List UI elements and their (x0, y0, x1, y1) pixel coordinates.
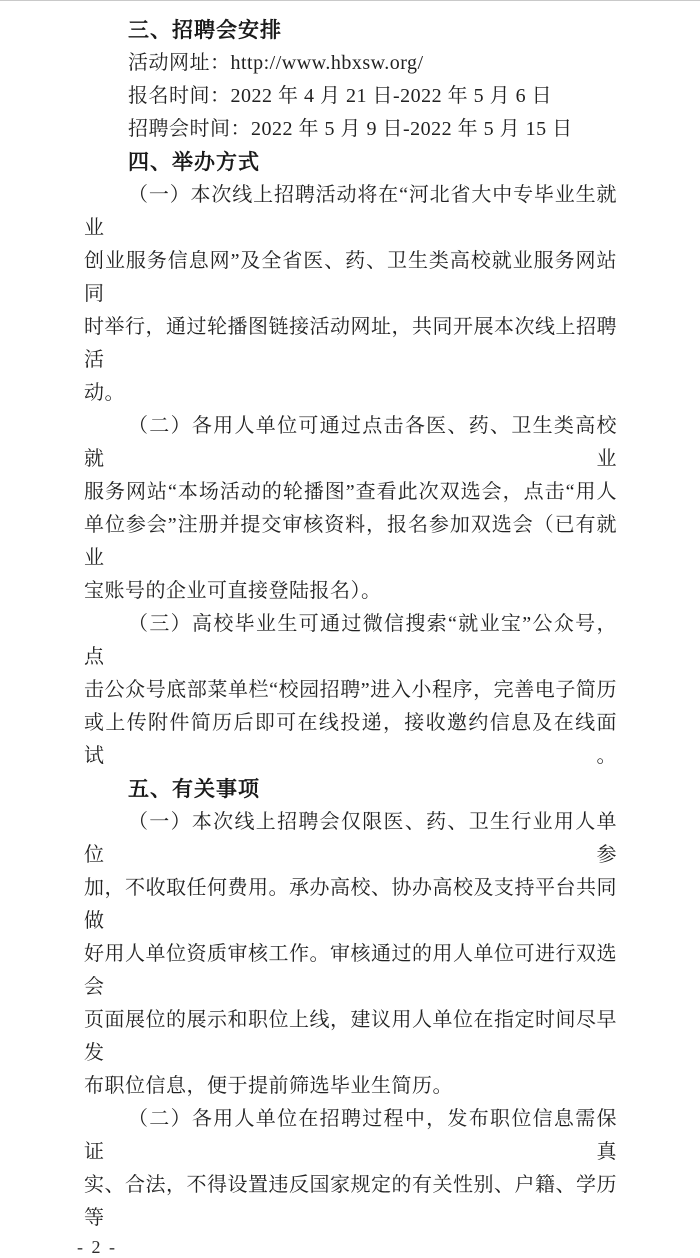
para-5-1-line-2: 加，不收取任何费用。承办高校、协办高校及支持平台共同做 (84, 877, 617, 932)
heading-section-4: 四、举办方式 (128, 151, 260, 174)
para-5-1-line-4: 页面展位的展示和职位上线，建议用人单位在指定时间尽早发 (84, 1009, 617, 1064)
para-4-2-line-1: （二）各用人单位可通过点击各医、药、卫生类高校就业 (84, 415, 617, 470)
para-5-1-line-5: 布职位信息，便于提前筛选毕业生简历。 (84, 1075, 453, 1097)
para-5-2-line-2: 实、合法，不得设置违反国家规定的有关性别、户籍、学历等 (84, 1174, 617, 1229)
heading-section-5: 五、有关事项 (128, 778, 260, 801)
para-5-1-line-3: 好用人单位资质审核工作。审核通过的用人单位可进行双选会 (84, 943, 617, 998)
info-line-registration-time: 报名时间：2022 年 4 月 21 日-2022 年 5 月 6 日 (128, 85, 553, 107)
info-line-fair-time: 招聘会时间：2022 年 5 月 9 日-2022 年 5 月 15 日 (128, 118, 573, 140)
info-line-activity-url: 活动网址：http://www.hbxsw.org/ (128, 52, 424, 74)
page-number: - 2 - (77, 1237, 117, 1257)
para-4-3-line-2: 击公众号底部菜单栏“校园招聘”进入小程序，完善电子简历 (84, 679, 617, 701)
para-5-2-line-1: （二）各用人单位在招聘过程中，发布职位信息需保证真 (84, 1108, 617, 1163)
para-4-1-line-1: （一）本次线上招聘活动将在“河北省大中专毕业生就业 (84, 184, 617, 239)
para-4-2-line-3: 单位参会”注册并提交审核资料，报名参加双选会（已有就业 (84, 514, 617, 569)
para-4-1-line-4: 动。 (84, 382, 125, 404)
para-4-3-line-1: （三）高校毕业生可通过微信搜索“就业宝”公众号，点 (84, 613, 617, 668)
para-4-1-line-2: 创业服务信息网”及全省医、药、卫生类高校就业服务网站同 (84, 250, 617, 305)
para-4-3-line-3: 或上传附件简历后即可在线投递，接收邀约信息及在线面试。 (84, 712, 617, 767)
para-5-1-line-1: （一）本次线上招聘会仅限医、药、卫生行业用人单位参 (84, 811, 617, 866)
para-4-2-line-4: 宝账号的企业可直接登陆报名）。 (84, 580, 382, 602)
document-body (0, 1, 700, 1258)
para-4-2-line-2: 服务网站“本场活动的轮播图”查看此次双选会，点击“用人 (84, 481, 617, 503)
para-4-1-line-3: 时举行，通过轮播图链接活动网址，共同开展本次线上招聘活 (84, 316, 617, 371)
heading-section-3: 三、招聘会安排 (128, 19, 282, 42)
